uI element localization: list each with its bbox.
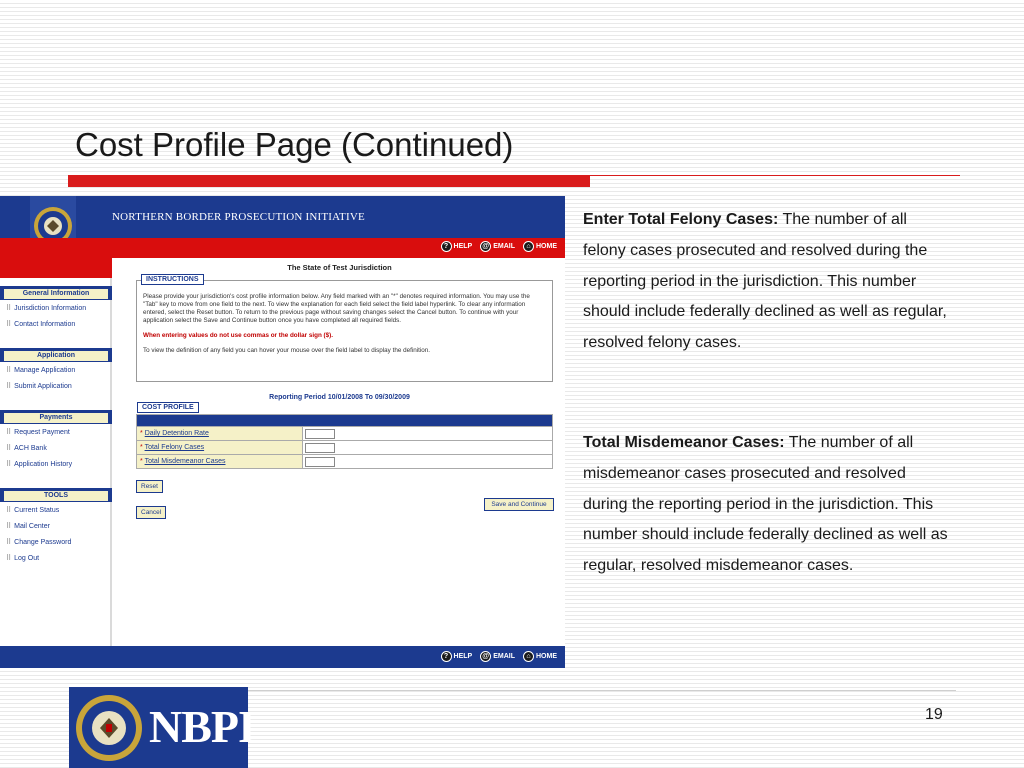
instructions-tab: INSTRUCTIONS	[141, 274, 204, 285]
title-rule	[68, 175, 960, 187]
total-misdemeanor-cases-input[interactable]	[305, 457, 335, 467]
main-content	[114, 258, 565, 646]
email-link[interactable]: @ EMAIL	[480, 241, 515, 252]
save-and-continue-button[interactable]: Save and Continue	[484, 498, 554, 511]
sidebar	[0, 278, 112, 646]
table-row: * Daily Detention Rate	[137, 427, 553, 441]
app-header	[0, 196, 565, 238]
home-link[interactable]: ⌂ HOME	[523, 651, 557, 662]
title-rule-bar	[68, 175, 590, 187]
total-felony-cases-input[interactable]	[305, 443, 335, 453]
cost-profile-tab: COST PROFILE	[137, 402, 199, 413]
daily-detention-rate-link[interactable]: Daily Detention Rate	[144, 430, 209, 437]
sidebar-header: Application	[0, 348, 112, 362]
sidebar-item-contact-information[interactable]: ⠿ Contact Information	[6, 320, 76, 328]
email-icon: @	[480, 651, 491, 662]
misdemeanor-description	[583, 428, 953, 582]
title-rule-line	[590, 175, 960, 176]
daily-detention-rate-input[interactable]	[305, 429, 335, 439]
sidebar-group-payments	[0, 410, 112, 472]
help-icon: ?	[441, 651, 452, 662]
help-link[interactable]: ? HELP	[441, 241, 473, 252]
sidebar-group-general	[0, 286, 112, 332]
total-felony-cases-link[interactable]: Total Felony Cases	[144, 444, 205, 451]
sidebar-item-current-status[interactable]: ⠿ Current Status	[6, 506, 60, 514]
reporting-period: Reporting Period 10/01/2008 To 09/30/2009	[269, 394, 410, 401]
bottom-nav-bar	[0, 646, 565, 668]
sidebar-item-submit-application[interactable]: ⠿ Submit Application	[6, 382, 72, 390]
sidebar-item-jurisdiction-information[interactable]: ⠿ Jurisdiction Information	[6, 304, 87, 312]
email-link[interactable]: @ EMAIL	[480, 651, 515, 662]
table-header-bar	[137, 415, 553, 427]
sidebar-item-application-history[interactable]: ⠿ Application History	[6, 460, 73, 468]
top-nav-bar	[0, 238, 565, 258]
sidebar-item-change-password[interactable]: ⠿ Change Password	[6, 538, 72, 546]
reset-button[interactable]: Reset	[136, 480, 163, 493]
instructions-panel	[136, 276, 553, 382]
sidebar-header: Payments	[0, 410, 112, 424]
felony-label: Enter Total Felony Cases:	[583, 211, 779, 228]
instructions-warning: When entering values do not use commas or the dollar sign ($).	[143, 332, 333, 339]
app-screenshot	[0, 196, 565, 668]
sidebar-item-request-payment[interactable]: ⠿ Request Payment	[6, 428, 70, 436]
sidebar-group-application	[0, 348, 112, 394]
instructions-text: Please provide your jurisdiction's cost profile information below. Any field marked with an "*" denotes required information. You may use the "Tab" key to move from one field to the next. To view the explanation for each field select the field label hyperlink. To clear any information entered, select the Reset button. To return to the previous page without saving changes select the Cancel button. To continue with your application select the Save and Continue button once you have completed all required fields.	[143, 293, 530, 324]
help-icon: ?	[441, 241, 452, 252]
footer-rule	[248, 690, 956, 691]
felony-text: The number of all felony cases prosecuted and resolved during the reporting period in the jurisdiction. This number should include federally declined as well as regular, resolved felony cases.	[583, 211, 947, 352]
felony-description	[583, 205, 953, 359]
sidebar-header: TOOLS	[0, 488, 112, 502]
instructions-hover-note: To view the definition of any field you can hover your mouse over the field label to display the definition.	[143, 347, 431, 354]
nbpi-wordmark: NBPI	[149, 701, 255, 752]
cost-profile-table	[136, 414, 553, 469]
sidebar-item-manage-application[interactable]: ⠿ Manage Application	[6, 366, 76, 374]
cancel-button[interactable]: Cancel	[136, 506, 166, 519]
sidebar-group-tools	[0, 488, 112, 566]
sidebar-item-log-out[interactable]: ⠿ Log Out	[6, 554, 40, 562]
app-title: NORTHERN BORDER PROSECUTION INITIATIVE	[112, 211, 365, 223]
jurisdiction-heading: The State of Test Jurisdiction	[287, 263, 392, 272]
slide-title: Cost Profile Page (Continued)	[75, 126, 514, 163]
doj-seal-icon	[75, 694, 143, 762]
home-icon: ⌂	[523, 241, 534, 252]
sidebar-item-mail-center[interactable]: ⠿ Mail Center	[6, 522, 50, 530]
page-number: 19	[925, 706, 943, 723]
email-icon: @	[480, 241, 491, 252]
nbpi-logo	[69, 687, 255, 768]
home-link[interactable]: ⌂ HOME	[523, 241, 557, 252]
help-link[interactable]: ? HELP	[441, 651, 473, 662]
table-row: * Total Felony Cases	[137, 441, 553, 455]
misdemeanor-label: Total Misdemeanor Cases:	[583, 434, 785, 451]
table-row: * Total Misdemeanor Cases	[137, 455, 553, 469]
total-misdemeanor-cases-link[interactable]: Total Misdemeanor Cases	[144, 458, 226, 465]
sidebar-header: General Information	[0, 286, 112, 300]
misdemeanor-text: The number of all misdemeanor cases prosecuted and resolved during the reporting period in the jurisdiction. This number should include federally declined as well as regular, resolved misdemeanor cases.	[583, 434, 948, 575]
home-icon: ⌂	[523, 651, 534, 662]
sidebar-top-bar	[0, 258, 112, 278]
sidebar-item-ach-bank[interactable]: ⠿ ACH Bank	[6, 444, 47, 452]
